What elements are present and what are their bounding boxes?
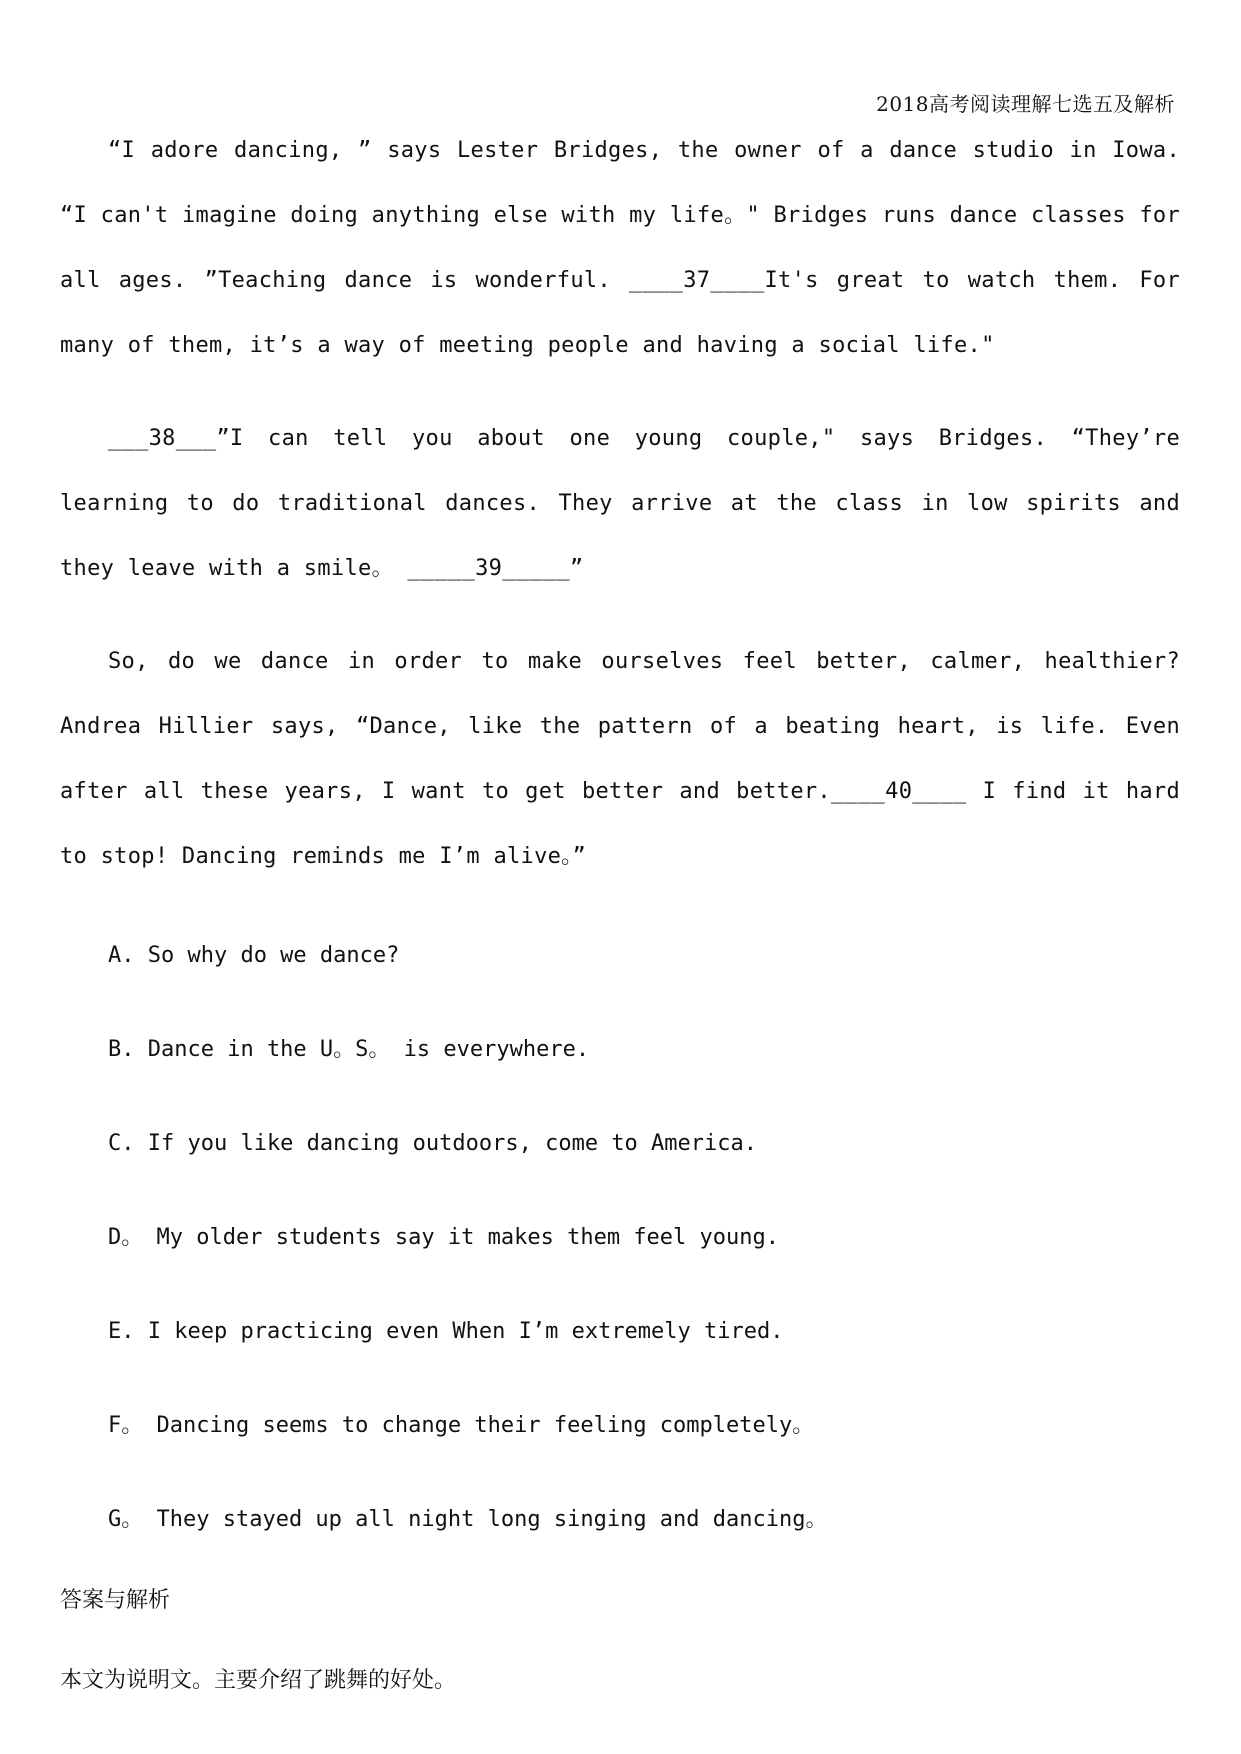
passage-paragraph-1-text: “I adore dancing, ” says Lester Bridges, the owner of a dance studio in Iowa. “I can't imagine doing anything else with my life。" Bridges runs dance classes for all ages. ”Teaching dance is wonderful. ____37____It's great to watch them. For many of them, it’s a way of meeting people and having a social life." <box>60 138 1180 358</box>
passage-paragraph-1 <box>60 118 1180 378</box>
answer-heading: 答案与解析 <box>60 1588 171 1613</box>
options-list <box>60 909 1180 1567</box>
option-f: F。 Dancing seems to change their feeling completely。 <box>108 1413 815 1438</box>
option-a: A. So why do we dance? <box>108 943 400 968</box>
passage-paragraph-2-text: ___38___”I can tell you about one young couple," says Bridges. “They’re learning to do traditional dances. They arrive at the class in low spirits and they leave with a smile。 _____39_____” <box>60 426 1180 581</box>
option-b: B. Dance in the U。S。 is everywhere. <box>108 1037 590 1062</box>
passage-paragraph-3 <box>60 629 1180 889</box>
option-e: E. I keep practicing even When I’m extremely tired. <box>108 1319 784 1344</box>
passage-paragraph-2 <box>60 406 1180 601</box>
option-d: D。 My older students say it makes them feel young. <box>108 1225 780 1250</box>
document-header: 2018高考阅读理解七选五及解析 <box>876 92 1175 116</box>
document-body <box>60 118 1180 1729</box>
answer-summary: 本文为说明文。主要介绍了跳舞的好处。 <box>60 1668 457 1693</box>
passage-paragraph-3-text: So, do we dance in order to make ourselves feel better, calmer, healthier? Andrea Hillier says, “Dance, like the pattern of a beating heart, is life. Even after all these years, I want to get better and better.____40____ I find it hard to stop! Dancing reminds me I’m alive。” <box>60 649 1180 869</box>
option-c: C. If you like dancing outdoors, come to America. <box>108 1131 758 1156</box>
option-g: G。 They stayed up all night long singing and dancing。 <box>108 1507 828 1532</box>
